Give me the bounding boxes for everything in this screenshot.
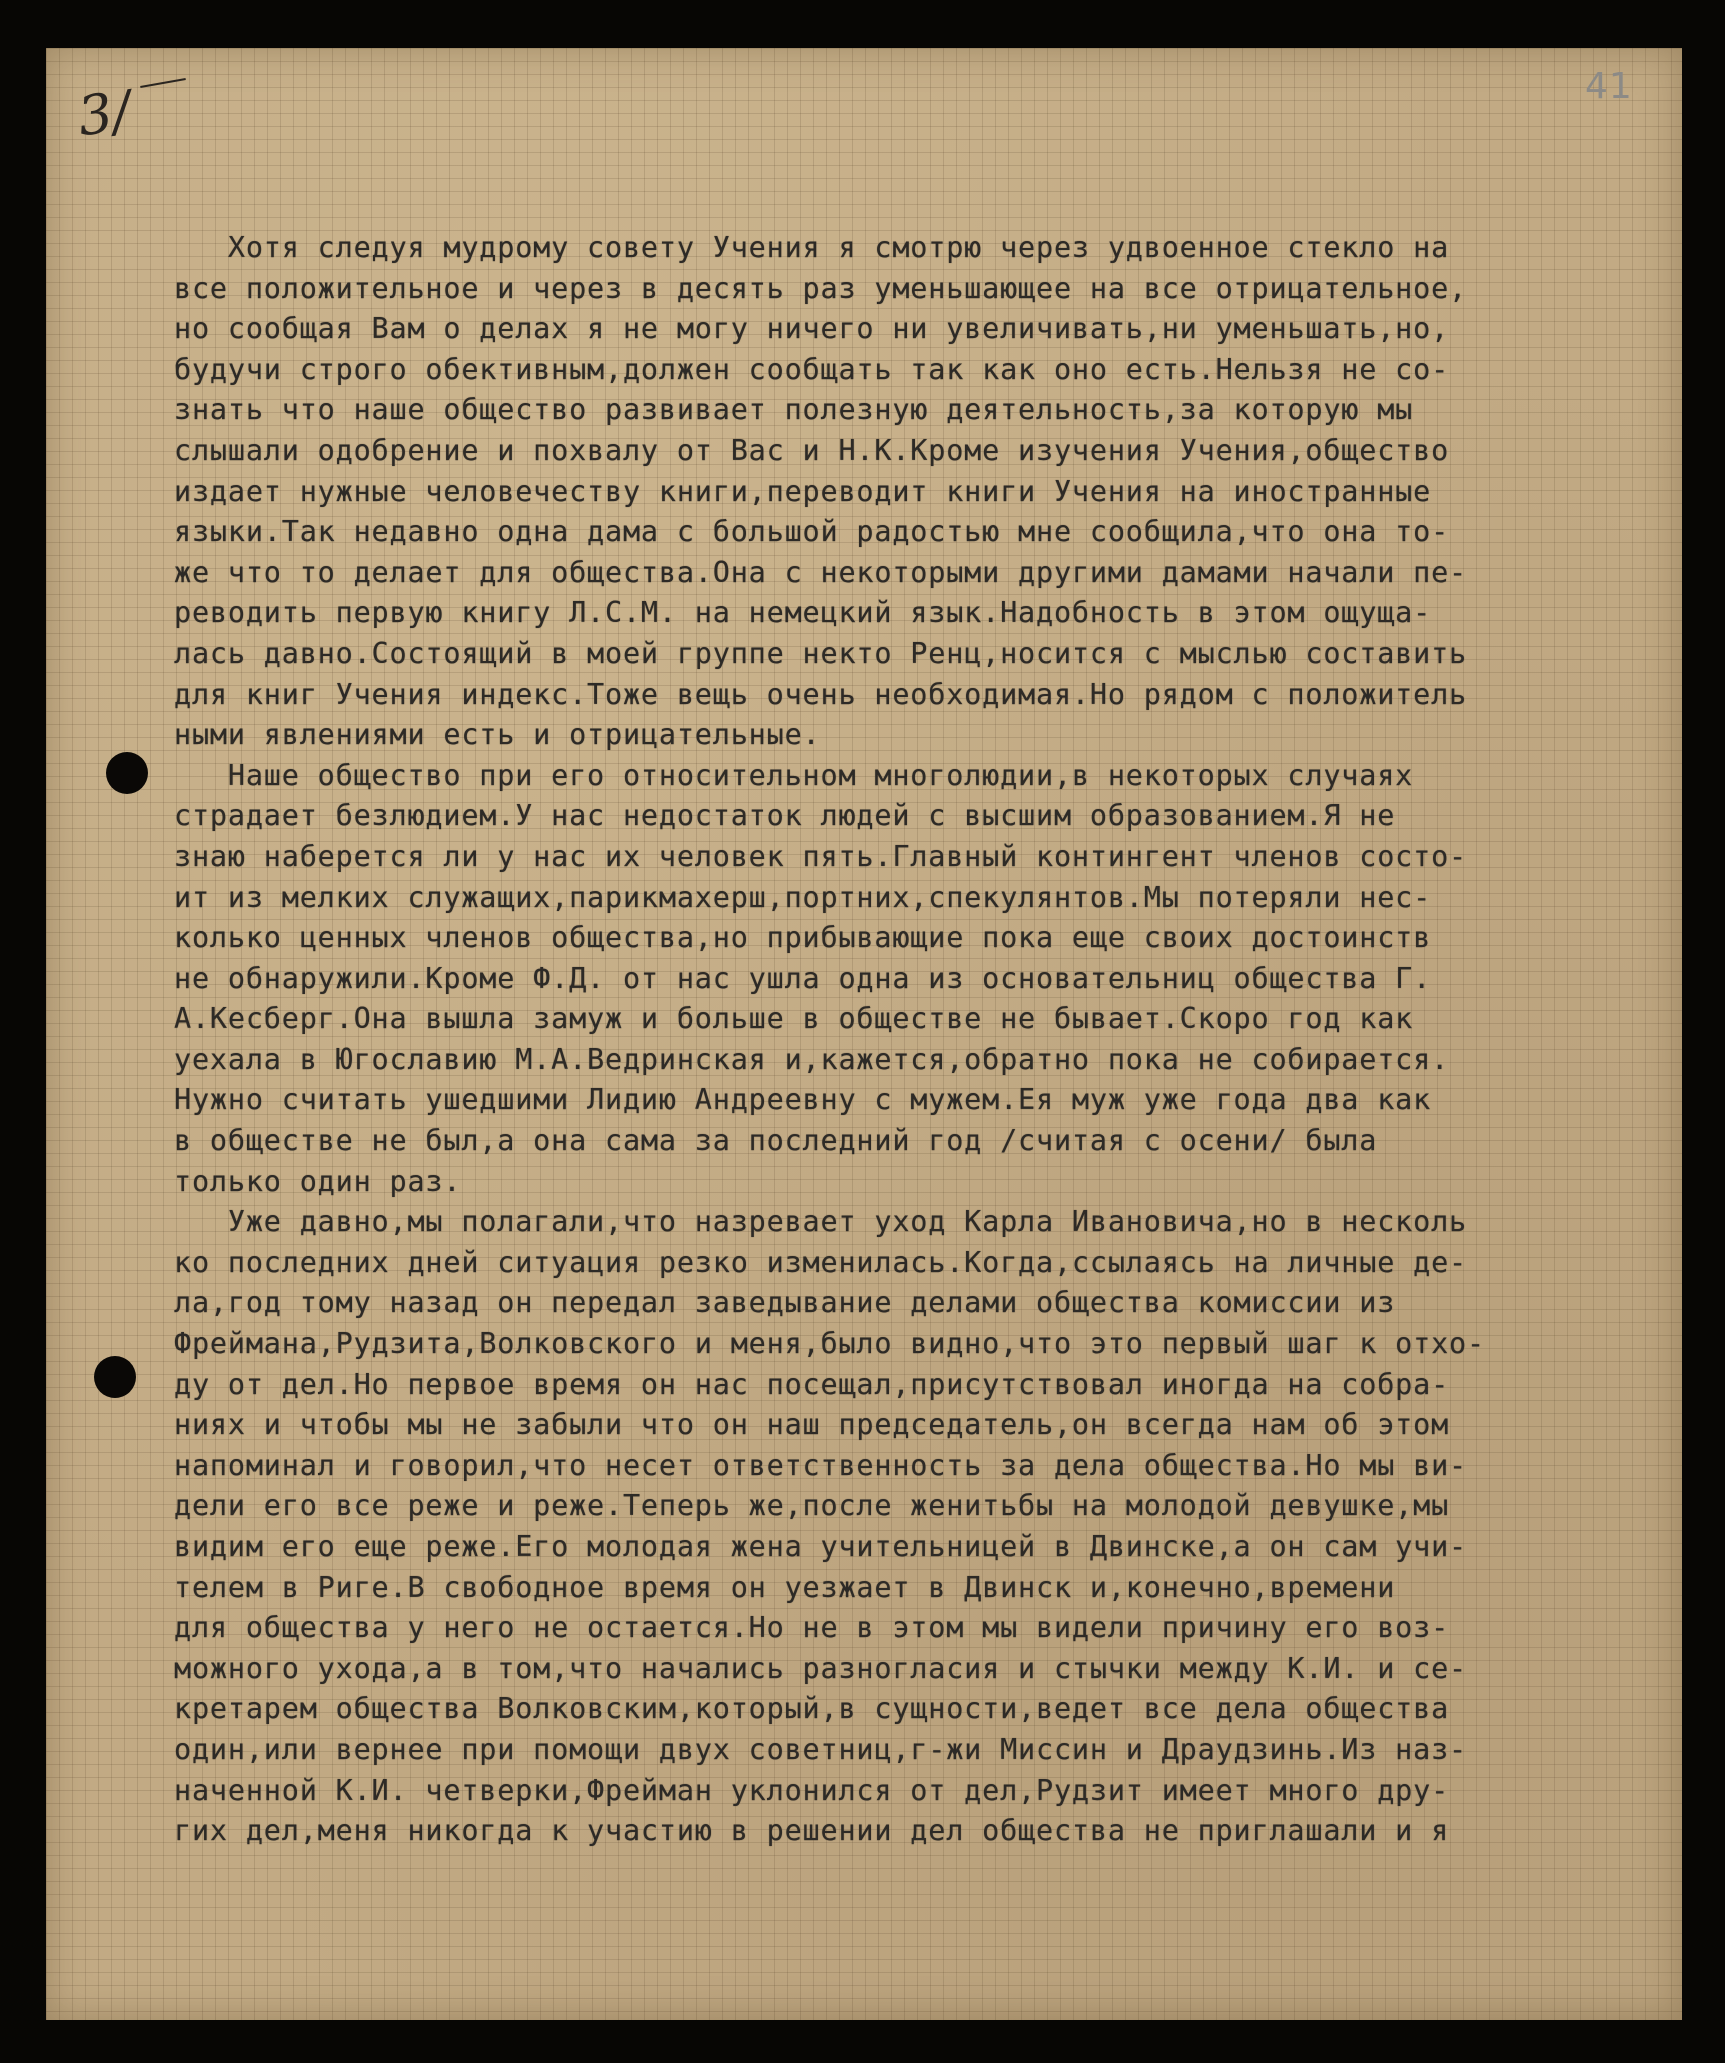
text-line: все положительное и через в десять раз уменьшающее на все отрицательное, (174, 271, 1468, 305)
text-line: ит из мелких служащих,парикмахерш,портних,спекулянтов.Мы потеряли нес- (174, 880, 1432, 914)
text-line: для общества у него не остается.Но не в этом мы видели причину его воз- (174, 1611, 1450, 1645)
page-number: 41 (1585, 66, 1633, 107)
text-line: наченной К.И. четверки,Фрейман уклонился от дел,Рудзит имеет много дру- (174, 1773, 1450, 1807)
text-line: Уже давно,мы полагали,что назревает уход Карла Ивановича,но в несколь (174, 1205, 1468, 1239)
text-line: для книг Учения индекс.Тоже вещь очень необходимая.Но рядом с положитель (174, 677, 1468, 711)
text-line: ниях и чтобы мы не забыли что он наш председатель,он всегда нам об этом (174, 1408, 1450, 1442)
text-line: один,или вернее при помощи двух советниц,г-жи Миссин и Драудзинь.Из наз- (174, 1732, 1468, 1766)
text-line: но сообщая Вам о делах я не могу ничего ни увеличивать,ни уменьшать,но, (174, 312, 1450, 346)
text-line: только один раз. (174, 1164, 462, 1198)
text-line: языки.Так недавно одна дама с большой радостью мне сообщила,что она то- (174, 515, 1450, 549)
text-line: реводить первую книгу Л.С.М. на немецкий язык.Надобность в этом ощуща- (174, 596, 1432, 630)
text-line: страдает безлюдием.У нас недостаток людей с высшим образованием.Я не (174, 799, 1396, 833)
text-line: ла,год тому назад он передал заведывание делами общества комиссии из (174, 1286, 1396, 1320)
text-line: кретарем общества Волковским,который,в сущности,ведет все дела общества (174, 1692, 1450, 1726)
text-line: видим его еще реже.Его молодая жена учительницей в Двинске,а он сам учи- (174, 1530, 1468, 1563)
text-line: издает нужные человечеству книги,переводит книги Учения на иностранные (174, 474, 1432, 508)
text-line: дели его все реже и реже.Теперь же,после женитьбы на молодой девушке,мы (174, 1489, 1450, 1523)
text-line: Наше общество при его относительном многолюдии,в некоторых случаях (174, 758, 1414, 792)
text-line: гих дел,меня никогда к участию в решении дел общества не приглашали и я (174, 1814, 1450, 1848)
text-line: А.Кесберг.Она вышла замуж и больше в обществе не бывает.Скоро год как (174, 1002, 1414, 1036)
text-line: можного ухода,а в том,что начались разногласия и стычки между К.И. и се- (174, 1651, 1468, 1685)
folio-mark: 3/ (73, 78, 135, 149)
text-line: напоминал и говорил,что несет ответственность за дела общества.Но мы ви- (174, 1448, 1468, 1482)
text-line: слышали одобрение и похвалу от Вас и Н.К.Кроме изучения Учения,общество (174, 433, 1450, 467)
text-line: Нужно считать ушедшими Лидию Андреевну с мужем.Ея муж уже года два как (174, 1083, 1432, 1117)
text-line: будучи строго обективным,должен сообщать так как оно есть.Нельзя не со- (174, 352, 1450, 386)
punch-hole-bottom (94, 1356, 136, 1398)
text-line: знать что наше общество развивает полезную деятельность,за которую мы (174, 393, 1414, 427)
text-line: ко последних дней ситуация резко изменилась.Когда,ссылаясь на личные де- (174, 1245, 1468, 1279)
text-line: Хотя следуя мудрому совету Учения я смотрю через удвоенное стекло на (174, 231, 1450, 264)
text-line: знаю наберется ли у нас их человек пять.Главный контингент членов состо- (174, 839, 1468, 873)
text-line: лась давно.Состоящий в моей группе некто Ренц,носится с мыслью составить (174, 636, 1468, 670)
text-line: колько ценных членов общества,но прибывающие пока еще своих достоинств (174, 921, 1432, 955)
text-line: не обнаружили.Кроме Ф.Д. от нас ушла одна из основательниц общества Г. (174, 961, 1432, 995)
text-line: ду от дел.Но первое время он нас посещал,присутствовал иногда на собра- (174, 1367, 1450, 1401)
text-line: уехала в Югославию М.А.Ведринская и,кажется,обратно пока не собирается. (174, 1042, 1450, 1076)
punch-hole-top (106, 752, 148, 794)
text-line: Фреймана,Рудзита,Волковского и меня,было видно,что это первый шаг к отхо- (174, 1327, 1485, 1361)
text-line: телем в Риге.В свободное время он уезжает в Двинск и,конечно,времени (174, 1570, 1396, 1604)
text-line: ными явлениями есть и отрицательные. (174, 718, 821, 752)
text-line: в обществе не был,а она сама за последний год /считая с осени/ была (174, 1124, 1378, 1158)
text-line: же что то делает для общества.Она с некоторыми другими дамами начали пе- (174, 555, 1468, 589)
typewritten-letter-body (174, 228, 1674, 1852)
